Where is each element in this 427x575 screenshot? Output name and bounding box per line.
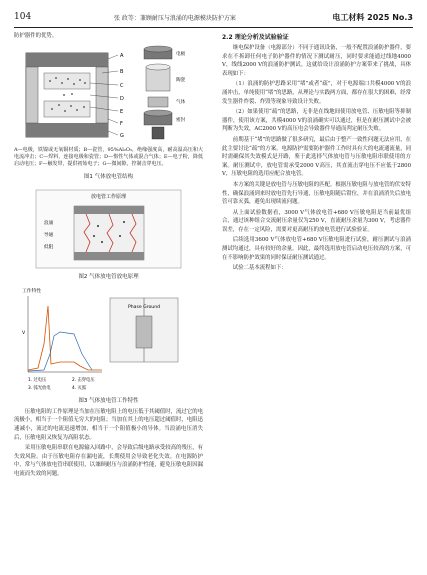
discharge-principle-diagram: [14, 184, 203, 270]
figure-3: [14, 284, 203, 394]
section-title: 2.2 理论分析及试验验证: [222, 34, 289, 41]
label-d: D: [120, 95, 124, 102]
label-ceramic: 陶瓷: [176, 77, 186, 83]
figure-3-title: 工作特性: [22, 288, 42, 294]
left-paragraph-2: 采用压敏电阻串联在电源输入回路中，会导致后级电路承受较高的残压，有失效风险。由于压敏电阻存在漏电流，长期使用会导致老化失效。在电源防护中，常与气体放电管串联使用，以兼顾耐压与浪涌防护性能，避免压敏电阻因漏电流而失效的问题。: [14, 445, 203, 477]
label-c: C: [120, 82, 124, 89]
principle-label-2: 导通: [44, 232, 54, 238]
figure-2-caption: 图2 气体放电管放电原理: [78, 273, 139, 280]
figure-2: [14, 184, 203, 270]
phase-ground-label: Phase Ground: [127, 304, 161, 310]
figure-3-legend-1: 1. 过电压: [28, 377, 47, 383]
upper-gap: [44, 73, 90, 89]
right-paragraph-6: 从上面试验数据看，3000 V气体放电管+680 V压敏电阻是当前最优组合，通过该种组合交流耐压余量仅为250 V，直流耐压余量为300 V，考虑器件误差，存在一定风险，需要对更高耐压的放电管进行试验验证。: [222, 209, 411, 233]
label-e: E: [120, 108, 124, 115]
header-rule: [14, 27, 413, 28]
figure-3-caption: 图3 气体放电管工作特性: [78, 397, 139, 404]
right-paragraph-1: 继电保护设备（电源部分）不同于通讯设备，一般不配置浪涌防护器件，要求在不拆卸任何电子防护器件的情况下测试耐压，同时要求能通过线地4000 V，线线2000 V的浪涌防护测试。这就给设计浪涌防护方案带来了挑战，具体表现如下：: [222, 45, 411, 77]
running-title: 张 政等：兼顾耐压与浪涌的电源模块防护方案: [114, 15, 236, 22]
principle-electrode-top: [74, 206, 144, 214]
exploded-seal: [148, 97, 168, 107]
label-b: B: [120, 68, 124, 75]
principle-electrode-bottom: [74, 252, 144, 260]
figure-1-caption: 图1 气体放电管结构: [83, 173, 134, 180]
journal-name: 电工材料 2025 No.3: [332, 13, 413, 22]
figure-3-axis-label: V: [22, 330, 26, 336]
right-column: [222, 32, 411, 275]
figure-2-title: 放电管工作原理: [90, 193, 127, 200]
right-paragraph-4: 前期基于“堵”的思路做了很多研究，最后由于整产一致性问题无法应用，在此主要讨论“疏”的方案。电源防护需要防护器件工作时具有大的电流通流量，同时需确保其失效模式是开路，鉴于此选择气体放电管与压敏电阻串联使用的方案。耐压测试中，放电管需承受2000 V高压，其直流击穿电压不应低于2800 V，压敏电阻的选用应配合放电管。: [222, 136, 411, 178]
label-g: G: [120, 132, 124, 139]
right-paragraph-8: 试验二基本流程如下：: [232, 265, 287, 272]
bottom-electrode: [26, 123, 108, 137]
principle-label-1: 浪涌: [44, 220, 54, 226]
right-paragraph-3: （2）如果使用“疏”的思路，无非是在线地间使用放电管、压敏电阻等抑制器件，使用该方案，共模4000 V的浪涌确实可以通过，但是在耐压测试中会被判断为失效，AC2000 V的高压电会导致器件导通而判定耐压失败。: [222, 109, 411, 133]
page-number: 104: [14, 12, 32, 22]
lower-gap: [44, 101, 90, 117]
left-column: [14, 32, 203, 481]
left-paragraph-1: 压敏电阻的工作原理是当加在压敏电阻上的电压低于其阈值时，流过它的电流极小，相当于一个阻值无穷大的电阻；当加在其上的电压超过阈值时，电阻迅速减小，流过的电流迅速增加，相当于一个阻值极小的导体。当浪涌电压消失后，压敏电阻又恢复为高阻状态。: [14, 408, 203, 441]
panel-tube-icon: [136, 316, 152, 348]
right-paragraph-5: 本方案的关键是放电管与压敏电阻的匹配。根据压敏电阻与放电管的伏安特性，确保浪涌到来时放电管先行导通，压敏电阻随后钳位，并在浪涌消失后放电管可靠灭弧，避免出现续流问题。: [222, 181, 411, 206]
exploded-view: [144, 46, 172, 139]
characteristic-curve-diagram: [14, 284, 203, 394]
current-curve: [28, 332, 92, 371]
exploded-terminal: [152, 127, 164, 139]
label-seal: 密封: [176, 117, 186, 123]
label-electrode: 电极: [176, 51, 186, 57]
ceramic-wall-right: [96, 67, 108, 123]
figure-1-legend: A—电极，铁镍或无氧铜材质；B—瓷管，95%Al₂O₃，绝缘强度高，耐高温高压和大电流冲击；C—焊料，连接电极和瓷管；D—惰性气体或混合气体；E—电子粉，降低启动电压；F—触发带，提供初始电子；G—微间隙，控制击穿电压。: [14, 146, 203, 168]
top-electrode: [26, 53, 108, 67]
right-paragraph-2: （1）浪涌的防护思路采用“堵”或者“疏”，对于电源端口共模4000 V的浪涌冲击，单纯使用“堵”的思路，从理论与实践两方面，都存在很大的困难，经常发生器件炸裂、炸毁等现象导致设计失败。: [222, 81, 411, 105]
figure-1: [14, 43, 203, 147]
voltage-curve: [28, 306, 102, 370]
label-gas: 气体: [176, 99, 186, 105]
page-header: [14, 10, 413, 24]
ceramic-wall-left: [26, 67, 38, 123]
exploded-ceramic: [146, 67, 170, 91]
principle-label-3: 低阻: [44, 244, 54, 250]
intro-text: 防护器件的优势。: [14, 33, 58, 39]
figure-3-legend-2: 2. 击穿电压: [72, 377, 95, 383]
label-a: A: [120, 52, 124, 59]
right-paragraph-7: 后续选用3600 V气体放电管+680 V压敏电阻进行试验，耐压测试与浪涌测试均通过，具有较好的余量。因此，最终选用放电管启动电压较高的方案，可在不影响防护效果的同时保证耐压测试通过。: [222, 237, 411, 261]
gas-discharge-tube-structure-diagram: [14, 43, 203, 147]
figure-3-legend-3: 3. 弧光放电: [28, 385, 51, 391]
figure-3-legend-4: 4. 灭弧: [72, 385, 87, 391]
label-f: F: [120, 120, 123, 127]
